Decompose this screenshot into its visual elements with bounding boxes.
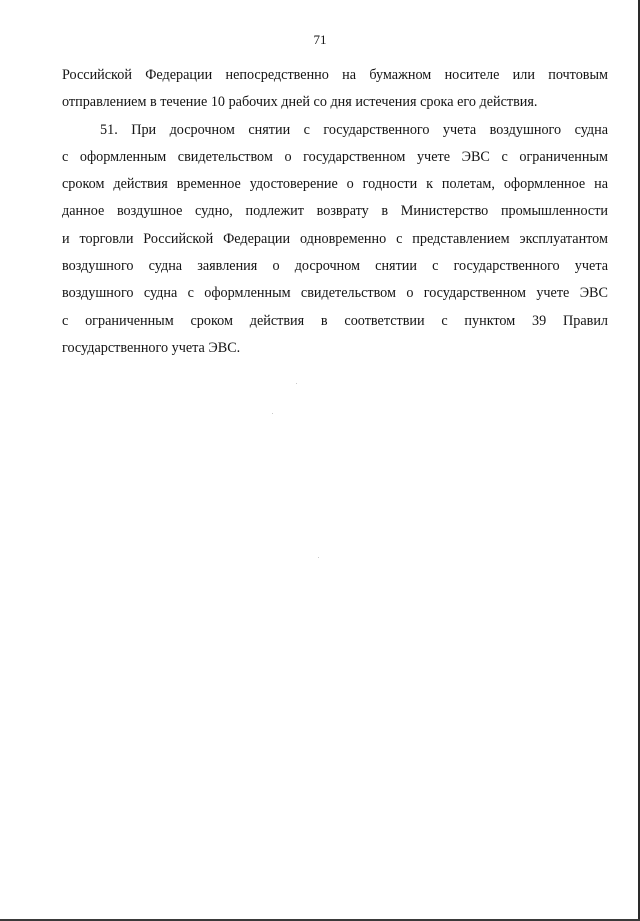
text-line: 51. При досрочном снятии с государственного учета воздушного судна: [100, 121, 608, 138]
page-number: 71: [313, 32, 327, 47]
text-line: воздушного судна заявления о досрочном снятии с государственного учета: [62, 258, 608, 275]
scan-speck: [272, 413, 273, 414]
text-line: государственного учета ЭВС.: [62, 339, 241, 356]
text-line: с оформленным свидетельством о государственном учете ЭВС с ограниченным: [62, 148, 608, 165]
document-body: [62, 62, 608, 362]
scan-speck: [318, 557, 319, 558]
text-line: сроком действия временное удостоверение о годности к полетам, оформленное на: [62, 176, 608, 193]
text-line: и торговли Российской Федерации одновременно с представлением эксплуатантом: [62, 230, 608, 247]
paragraph-51: [62, 117, 608, 363]
scan-speck: [296, 383, 297, 384]
text-line: отправлением в течение 10 рабочих дней со дня истечения срока его действия.: [62, 94, 538, 111]
text-line: с ограниченным сроком действия в соответствии с пунктом 39 Правил: [62, 312, 608, 329]
text-line: воздушного судна с оформленным свидетельством о государственном учете ЭВС: [62, 285, 608, 302]
text-line: данное воздушное судно, подлежит возврату в Министерство промышленности: [62, 203, 608, 220]
text-line: Российской Федерации непосредственно на бумажном носителе или почтовым: [62, 67, 608, 83]
paragraph-continuation: [62, 62, 608, 117]
